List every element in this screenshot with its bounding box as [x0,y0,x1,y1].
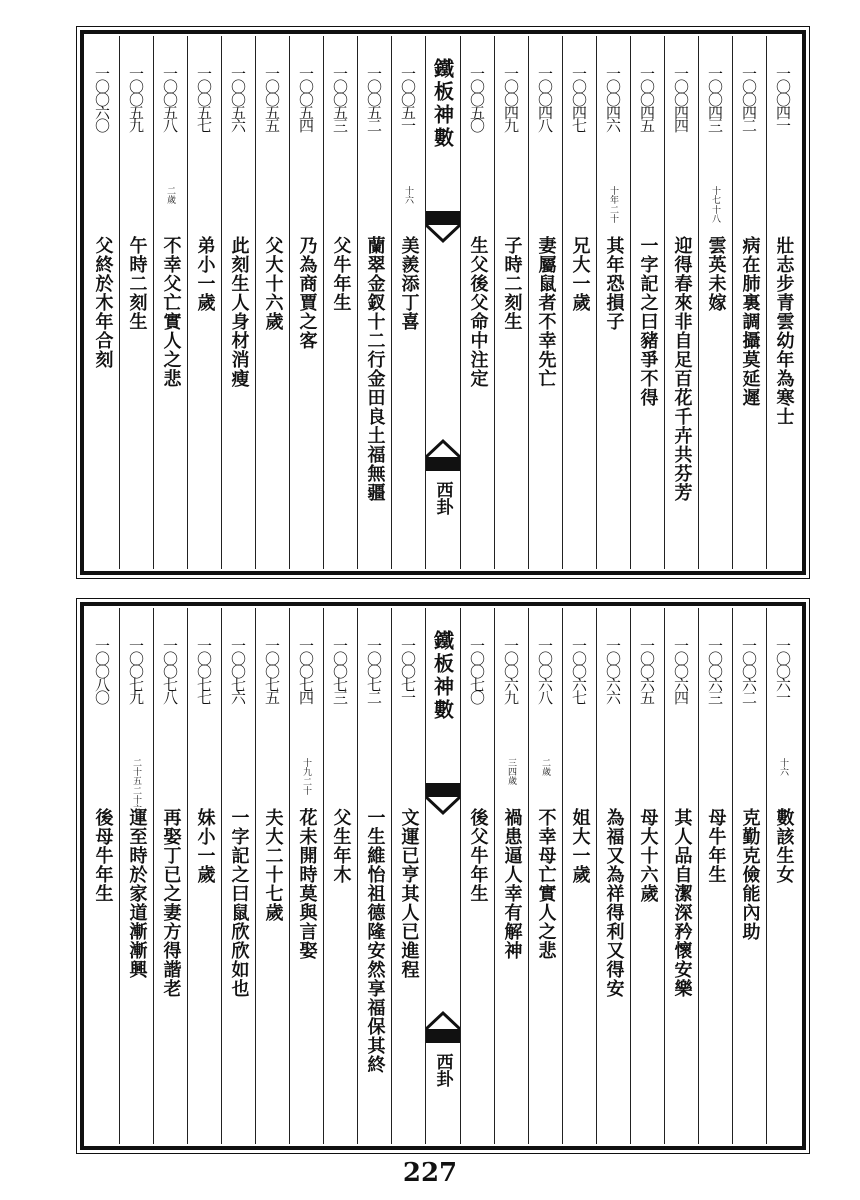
entry-verse: 不幸父亡實人之悲 [160,236,182,388]
entry-column [528,608,562,1144]
entry-notes [539,758,552,776]
entry-number: 一〇〇四九 [502,66,520,131]
entry-column [664,608,698,1144]
entry-number: 一〇〇五三 [331,66,349,131]
entry-note: 二十六 [131,786,141,813]
entry-number: 一〇〇四一 [774,66,792,131]
entry-column [460,608,494,1144]
entry-verse: 一字記之曰豬爭不得 [637,236,659,407]
entry-verse: 禍患逼人幸有解神 [501,808,523,960]
entry-number: 一〇〇七五 [263,638,281,703]
entry-column [664,36,698,569]
entry-verse: 一字記之曰鼠欣欣如也 [228,808,250,998]
entry-column [86,36,119,569]
fish-tail-ornament [426,783,460,1043]
entry-column [187,608,221,1144]
entry-column [391,608,425,1144]
entry-verse: 父終於木年合刻 [92,236,114,369]
entry-note: 二十 [608,205,618,223]
top-panel [80,30,806,575]
entry-number: 一〇〇六三 [706,638,724,703]
entry-column [255,608,289,1144]
entry-verse: 其人品自潔深矜懷安樂 [671,808,693,998]
entry-column [289,36,323,569]
entry-column [562,608,596,1144]
bottom-entries [86,608,800,1144]
entry-verse: 雲英未嫁 [705,236,727,312]
entry-verse: 其年恐損子 [603,236,625,331]
entry-verse: 兄大一歲 [569,236,591,312]
entry-number: 一〇〇四七 [570,66,588,131]
entry-verse: 克勤克儉能內助 [739,808,761,941]
entry-verse: 後母牛年生 [92,808,114,903]
entry-verse: 壯志步青雲幼年為寒士 [773,236,795,426]
entry-column [460,36,494,569]
entry-column [630,36,664,569]
entry-verse: 乃為商賈之客 [296,236,318,350]
entry-column [528,36,562,569]
entry-column [357,36,391,569]
entry-number: 一〇〇七七 [195,638,213,703]
entry-verse: 蘭翠金釵十二行金田良土福無疆 [364,236,386,502]
entry-verse: 母牛年生 [705,808,727,884]
entry-column [562,36,596,569]
entry-verse: 一生維怡祖德隆安然享福保其終 [364,808,386,1074]
entry-verse: 文運已亨其人已進程 [398,808,420,979]
entry-verse: 妹小一歲 [194,808,216,884]
fish-tail-ornament [426,211,460,471]
book-title-column [425,608,460,1144]
book-title: 鐵板神數 [430,630,455,722]
entry-column [221,36,255,569]
entry-note: 二十 [301,777,311,795]
entry-verse: 父牛年生 [330,236,352,312]
entry-number: 一〇〇五六 [229,66,247,131]
entry-column [153,608,187,1144]
entry-verse: 不幸母亡實人之悲 [535,808,557,960]
entry-notes [607,186,620,223]
entry-column [732,608,766,1144]
entry-number: 一〇〇四六 [604,66,622,131]
entry-number: 一〇〇五五 [263,66,281,131]
entry-note: 三四歲 [506,758,516,785]
entry-number: 一〇〇四五 [638,66,656,131]
entry-column [119,608,153,1144]
entry-number: 一〇〇七六 [229,638,247,703]
entry-number: 一〇〇五八 [161,66,179,131]
entry-verse: 父大十六歲 [262,236,284,331]
entry-verse: 子時二刻生 [501,236,523,331]
entry-column [187,36,221,569]
book-title: 鐵板神數 [430,58,455,150]
entry-column [596,36,630,569]
entry-verse: 再娶丁已之妻方得諧老 [160,808,182,998]
entry-notes [130,758,143,813]
chapter-mark: 西卦 [432,481,453,515]
entry-column [630,608,664,1144]
entry-verse: 弟小一歲 [194,236,216,312]
entry-column [766,36,800,569]
entry-number: 一〇〇八〇 [93,638,111,703]
top-entries [86,36,800,569]
entry-verse: 為福又為祥得利又得安 [603,808,625,998]
bottom-panel [80,602,806,1150]
entry-column [766,608,800,1144]
entry-number: 一〇〇七八 [161,638,179,703]
entry-number: 一〇〇六〇 [93,66,111,131]
entry-notes [709,186,722,223]
entry-column [323,608,357,1144]
entry-number: 一〇〇五四 [297,66,315,131]
entry-note: 十七 [710,186,720,204]
entry-number: 一〇〇五〇 [468,66,486,131]
entry-column [494,608,528,1144]
entry-verse: 夫大二十七歲 [262,808,284,922]
entry-verse: 午時二刻生 [126,236,148,331]
entry-column [86,608,119,1144]
entry-note: 十六 [403,186,413,204]
entry-number: 一〇〇七三 [331,638,349,703]
entry-verse: 母大十六歲 [637,808,659,903]
entry-verse: 運至時於家道漸漸興 [126,808,148,979]
entry-verse: 數該生女 [773,808,795,884]
entry-column [119,36,153,569]
entry-number: 一〇〇六九 [502,638,520,703]
entry-note: 十六 [778,758,788,776]
entry-number: 一〇〇六六 [604,638,622,703]
entry-number: 一〇〇六五 [638,638,656,703]
chapter-mark: 西卦 [432,1053,453,1087]
entry-number: 一〇〇七四 [297,638,315,703]
entry-column [289,608,323,1144]
entry-column [698,36,732,569]
entry-number: 一〇〇五七 [195,66,213,131]
entry-note: 二十五 [131,758,141,785]
entry-column [255,36,289,569]
entry-verse: 花未開時莫與言娶 [296,808,318,960]
entry-column [323,36,357,569]
entry-verse: 姐大一歲 [569,808,591,884]
entry-notes [505,758,518,785]
entry-number: 一〇〇七〇 [468,638,486,703]
entry-note: 二歲 [540,758,550,776]
book-title-column [425,36,460,569]
entry-number: 一〇〇七一 [399,638,417,703]
entry-column [494,36,528,569]
entry-verse: 妻屬鼠者不幸先亡 [535,236,557,388]
entry-notes [164,186,177,204]
entry-notes [402,186,415,204]
entry-verse: 後父牛年生 [467,808,489,903]
entry-number: 一〇〇五九 [127,66,145,131]
entry-verse: 此刻生人身材消瘦 [228,236,250,388]
entry-note: 二歲 [165,186,175,204]
entry-verse: 迎得春來非自足百花千卉共芬芳 [671,236,693,502]
entry-note: 十八 [710,205,720,223]
entry-number: 一〇〇四三 [706,66,724,131]
entry-number: 一〇〇七二 [365,638,383,703]
entry-column [732,36,766,569]
entry-verse: 病在肺裏調攝莫延遲 [739,236,761,407]
entry-number: 一〇〇六一 [774,638,792,703]
entry-verse: 父生年木 [330,808,352,884]
entry-note: 十年 [608,186,618,204]
entry-column [221,608,255,1144]
entry-notes [777,758,790,776]
entry-number: 一〇〇六四 [672,638,690,703]
entry-column [391,36,425,569]
entry-column [357,608,391,1144]
entry-notes [300,758,313,795]
entry-number: 一〇〇七九 [127,638,145,703]
entry-number: 一〇〇四八 [536,66,554,131]
entry-column [596,608,630,1144]
entry-number: 一〇〇六八 [536,638,554,703]
entry-column [698,608,732,1144]
entry-number: 一〇〇四四 [672,66,690,131]
entry-number: 一〇〇五二 [365,66,383,131]
entry-number: 一〇〇五一 [399,66,417,131]
entry-number: 一〇〇六七 [570,638,588,703]
entry-verse: 生父後父命中注定 [467,236,489,388]
entry-number: 一〇〇六二 [740,638,758,703]
entry-number: 一〇〇四二 [740,66,758,131]
entry-verse: 美羨添丁喜 [398,236,420,331]
page-number: 227 [402,1158,458,1188]
entry-column [153,36,187,569]
entry-note: 十九 [301,758,311,776]
